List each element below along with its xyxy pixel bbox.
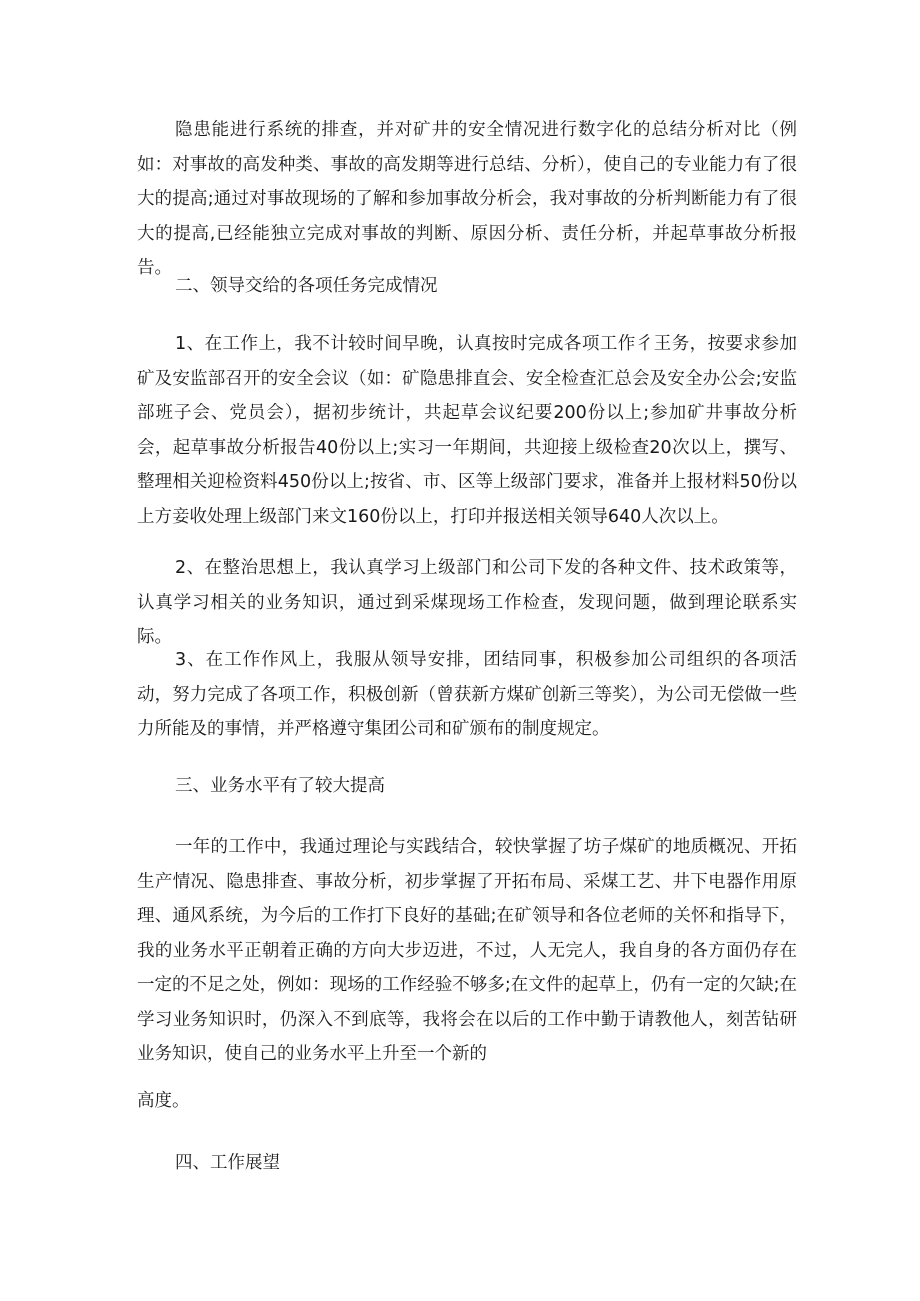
paragraph-work-tasks: 1、在工作上，我不计较时间早晚，认真按时完成各项工作彳王务，按要求参加矿及安监部召开的安全会议（如：矿隐患排直会、安全检查汇总会及安全办公会;安监部班子会、党员会），据初步统计，共起草会议纪要200份以上;参加矿井事故分析会，起草事故分析报告40份以上;实习一年期间，共迎接上级检查20次以上，撰写、整理相关迎检资料450份以上;按省、市、区等上级部门要求，准备并上报材料50份以上方妾收处理上级部门来文160份以上，打印并报送相关领导640人次以上。 (137, 334, 797, 527)
section-heading-tasks: 二、领导交给的各项任务完成情况 (175, 276, 438, 296)
paragraph-work-style: 3、在工作作风上，我服从领导安排，团结同事，积极参加公司组织的各项活动，努力完成了各项工作，积极创新（曾获新方煤矿创新三等奖），为公司无偿做一些力所能及的事情，并严格遵守集团公司和矿颁布的制度规定。 (137, 650, 797, 739)
paragraph-skill-improvement: 一年的工作中，我通过理论与实践结合，较快掌握了坊子煤矿的地质概况、开拓生产情况、隐患排查、事故分析，初步掌握了开拓布局、采煤工艺、井下电器作用原理、通风系统，为今后的工作打下良好的基础;在矿领导和各位老师的关怀和指导下，我的业务水平正朝着正确的方向大步迈进，不过，人无完人，我自身的各方面仍存在一定的不足之处，例如：现场的工作经验不够多;在文件的起草上，仍有一定的欠缺;在学习业务知识时，仍深入不到底等，我将会在以后的工作中勤于请教他人，刻苦钻研业务知识，使自己的业务水平上升至一个新的 (137, 837, 797, 1064)
section-heading-outlook: 四、工作展望 (175, 1153, 280, 1173)
section-heading-skill: 三、业务水平有了较大提高 (175, 776, 385, 796)
paragraph-hazard-analysis: 隐患能进行系统的排查，并对矿井的安全情况进行数字化的总结分析对比（例如：对事故的高发种类、事故的高发期等进行总结、分析），使自己的专业能力有了很大的提高;通过对事故现场的了解和参加事故分析会，我对事故的分析判断能力有了很大的提高,已经能独立完成对事故的判断、原因分析、责任分析，并起草事故分析报告。 (137, 120, 797, 278)
paragraph-continuation: 高度。 (137, 1091, 190, 1111)
paragraph-ideology: 2、在整治思想上，我认真学习上级部门和公司下发的各种文件、技术政策等，认真学习相关的业务知识，通过到采煤现场工作检查，发现问题，做到理论联系实际。 (137, 558, 797, 647)
